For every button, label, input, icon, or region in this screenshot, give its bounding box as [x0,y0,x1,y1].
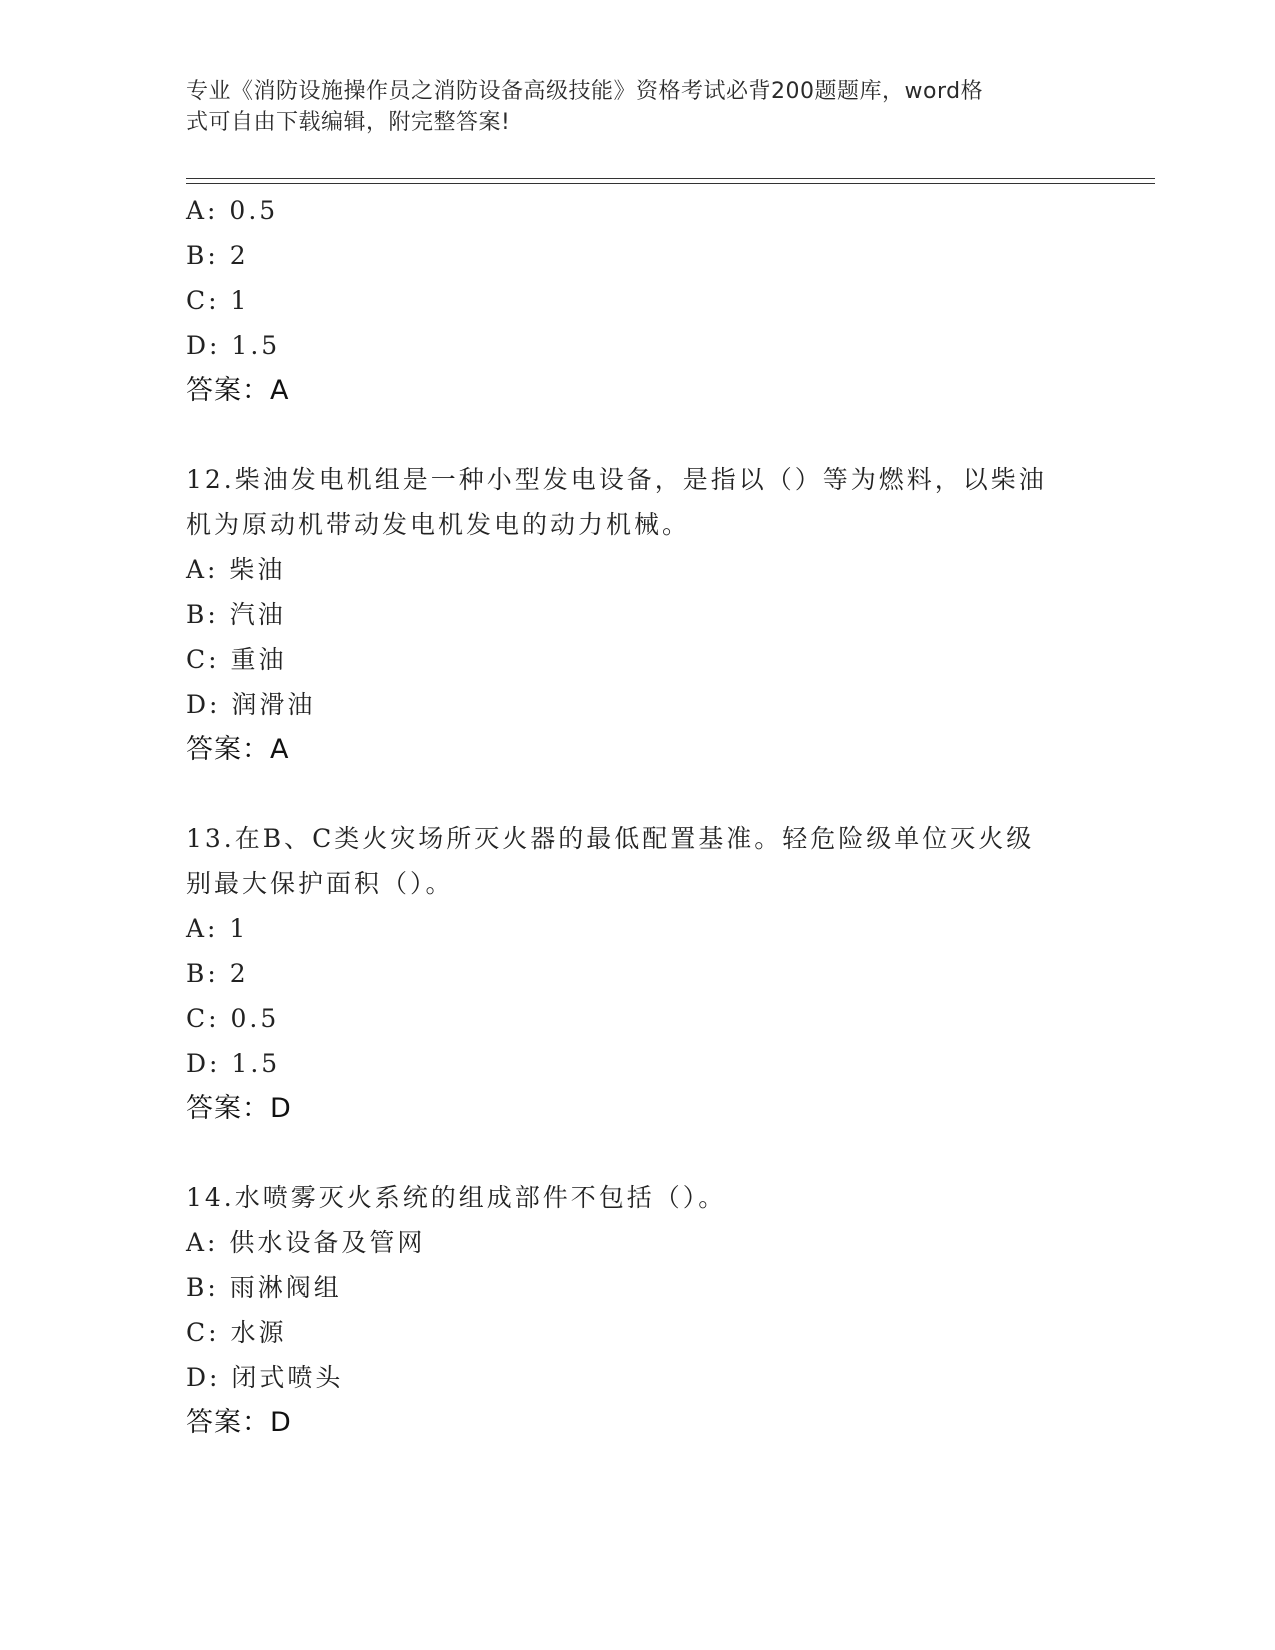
question-stem-line-1: 13.在B、C类火灾场所灭火器的最低配置基准。轻危险级单位灭火级 [186,824,1035,853]
option-c: C: 水源 [186,1318,287,1347]
option-c: C: 1 [186,286,250,315]
option-b: B: 汽油 [186,600,286,629]
option-a: A: 0.5 [186,196,279,225]
option-d: D: 润滑油 [186,690,316,719]
option-b: B: 2 [186,959,249,988]
option-d: D: 闭式喷头 [186,1363,344,1392]
option-a: A: 1 [186,914,249,943]
answer: 答案：D [186,1093,292,1124]
question-stem-line-1: 14.水喷雾灭火系统的组成部件不包括（）。 [186,1183,727,1212]
document-header [186,76,1066,138]
header-rule-bottom [186,183,1155,184]
option-b: B: 2 [186,241,249,270]
answer: 答案：A [186,375,290,406]
option-d: D: 1.5 [186,1049,281,1078]
option-c: C: 0.5 [186,1004,280,1033]
option-b: B: 雨淋阀组 [186,1273,342,1302]
header-line-2: 式可自由下载编辑，附完整答案! [186,110,511,135]
question-stem-line-1: 12.柴油发电机组是一种小型发电设备，是指以（）等为燃料，以柴油 [186,465,1047,494]
header-rule-top [186,178,1155,179]
option-d: D: 1.5 [186,331,281,360]
option-c: C: 重油 [186,645,287,674]
answer: 答案：D [186,1407,292,1438]
question-stem-line-2: 机为原动机带动发电机发电的动力机械。 [186,510,691,539]
question-stem-line-2: 别最大保护面积（）。 [186,869,454,898]
option-a: A: 供水设备及管网 [186,1228,426,1257]
answer: 答案：A [186,734,290,765]
option-a: A: 柴油 [186,555,286,584]
header-line-1: 专业《消防设施操作员之消防设备高级技能》资格考试必背200题题库，word格 [186,79,984,104]
